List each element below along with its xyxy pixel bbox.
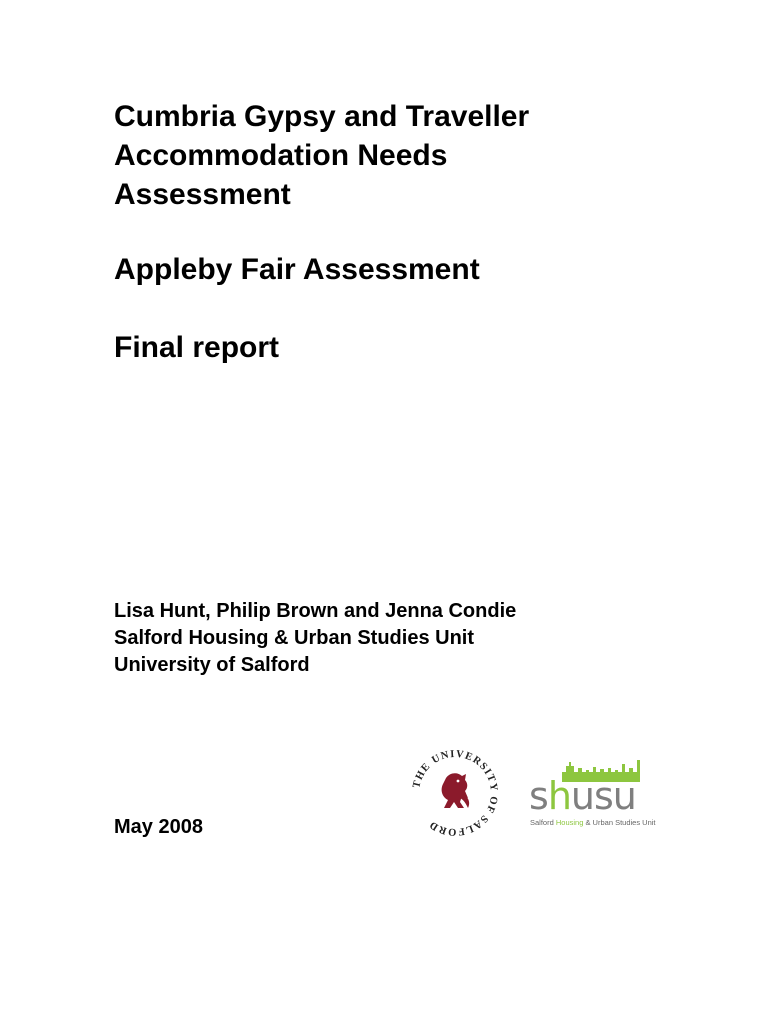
author-unit: Salford Housing & Urban Studies Unit bbox=[114, 627, 475, 649]
report-date: May 2008 bbox=[114, 816, 203, 838]
subtitle-assessment: Appleby Fair Assessment bbox=[114, 253, 480, 286]
shusu-caption: Salford Housing & Urban Studies Unit bbox=[530, 818, 656, 827]
report-title bbox=[114, 97, 674, 214]
title-line-3: Assessment bbox=[114, 178, 291, 211]
author-institution: University of Salford bbox=[114, 654, 310, 676]
author-block bbox=[114, 598, 516, 679]
crest-ring-text: THE UNIVERSITY OF SALFORD bbox=[411, 748, 500, 838]
title-line-2: Accommodation Needs bbox=[114, 139, 448, 172]
author-names: Lisa Hunt, Philip Brown and Jenna Condie bbox=[114, 600, 517, 622]
subtitle-final-report: Final report bbox=[114, 331, 280, 364]
shusu-wordmark: shusu bbox=[529, 774, 636, 818]
title-line-1: Cumbria Gypsy and Traveller bbox=[114, 100, 530, 133]
shusu-logo-icon bbox=[526, 758, 656, 830]
university-of-salford-crest-icon bbox=[410, 748, 500, 838]
